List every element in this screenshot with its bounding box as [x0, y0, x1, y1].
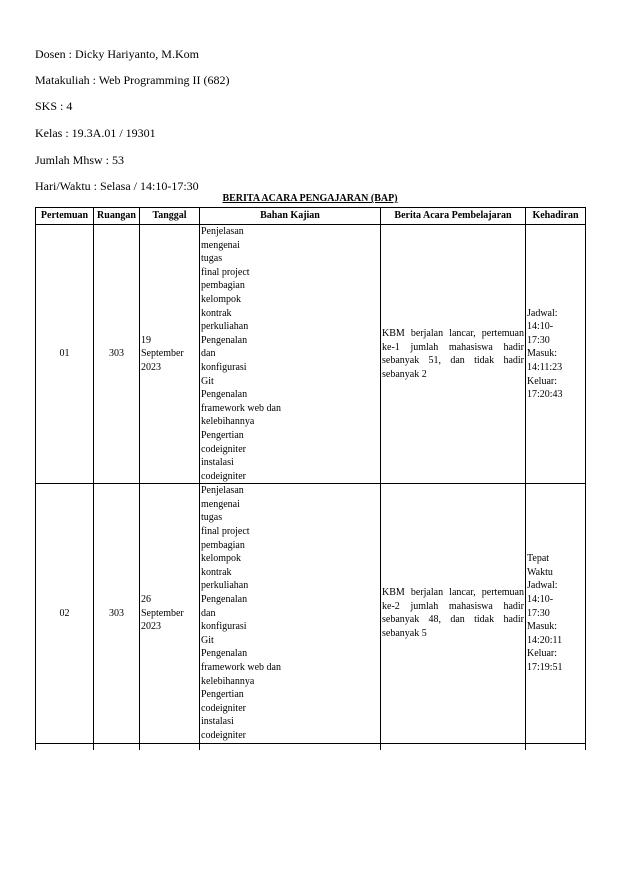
ruangan-cell: 303: [94, 484, 140, 743]
bahan-line: Penjelasan: [201, 485, 244, 497]
bahan-line: tugas: [201, 253, 223, 265]
tanggal-line: 2023: [141, 621, 161, 633]
kehadiran-line: 17:30: [527, 607, 550, 619]
sks-line: SKS : 4: [35, 99, 73, 113]
bahan-line: dan: [201, 607, 216, 619]
col-header-berita-acara: Berita Acara Pembelajaran: [381, 208, 526, 225]
bahan-line: framework web dan: [201, 402, 281, 414]
bahan-line: Penjelasan: [201, 226, 244, 237]
bahan-line: perkuliahan: [201, 321, 249, 333]
empty-cell: [381, 743, 526, 750]
pertemuan-cell: 02: [36, 484, 94, 743]
col-header-kehadiran: Kehadiran: [526, 208, 586, 225]
bahan-line: kelebihannya: [201, 416, 255, 428]
bap-table: [35, 207, 586, 750]
kelas-line: Kelas : 19.3A.01 / 19301: [35, 126, 156, 140]
kehadiran-line: Masuk:: [527, 348, 557, 360]
bahan-line: final project: [201, 266, 250, 278]
berita-acara-cell: KBM berjalan lancar, pertemuan ke-2 jumlah mahasiswa hadir sebanyak 48, dan tidak hadir sebanyak 5: [381, 484, 526, 743]
tanggal-line: 2023: [141, 361, 161, 373]
document-title: BERITA ACARA PENGAJARAN (BAP): [222, 193, 398, 204]
bahan-line: Pengertian: [201, 689, 244, 701]
pertemuan-cell: 01: [36, 225, 94, 484]
bahan-line: mengenai: [201, 498, 240, 510]
bahan-line: framework web dan: [201, 662, 281, 673]
kehadiran-line: Masuk:: [527, 621, 557, 633]
col-header-pertemuan: Pertemuan: [36, 208, 94, 225]
bahan-line: Pengertian: [201, 429, 244, 441]
kehadiran-cell: [526, 484, 586, 743]
jumlah-mahasiswa-line: Jumlah Mhsw : 53: [35, 153, 125, 167]
tanggal-cell: [140, 484, 200, 743]
bahan-kajian-cell: [200, 225, 381, 484]
kehadiran-line: 14:11:23: [527, 361, 563, 373]
tanggal-line: 26: [141, 594, 151, 606]
bahan-line: pembagian: [201, 539, 245, 551]
bahan-line: Git: [201, 634, 214, 646]
dosen-line: Dosen : Dicky Hariyanto, M.Kom: [35, 47, 199, 61]
tanggal-cell: [140, 225, 200, 484]
bahan-line: Pengenalan: [201, 334, 248, 346]
ruangan-cell: 303: [94, 225, 140, 484]
bahan-line: instalasi: [201, 716, 234, 728]
bahan-line: mengenai: [201, 239, 240, 251]
bahan-line: kontrak: [201, 566, 232, 578]
kehadiran-line: Waktu: [527, 566, 553, 578]
kehadiran-line: Jadwal:: [527, 307, 558, 319]
bahan-kajian-cell: [200, 484, 381, 743]
bahan-line: kelompok: [201, 553, 241, 565]
bahan-line: tugas: [201, 512, 223, 524]
bahan-line: Pengenalan: [201, 648, 248, 660]
berita-acara-cell: KBM berjalan lancar, pertemuan ke-1 jumlah mahasiswa hadir sebanyak 51, dan tidak hadir sebanyak 2: [381, 225, 526, 484]
empty-cell: [200, 743, 381, 750]
empty-cell: [140, 743, 200, 750]
col-header-ruangan: Ruangan: [94, 208, 140, 225]
bahan-line: kelebihannya: [201, 675, 255, 687]
kehadiran-line: Keluar:: [527, 375, 557, 387]
bahan-line: codeigniter: [201, 729, 246, 741]
kehadiran-line: 17:19:51: [527, 662, 563, 673]
empty-cell: [94, 743, 140, 750]
empty-cell: [526, 743, 586, 750]
empty-cell: [36, 743, 94, 750]
kehadiran-line: Jadwal:: [527, 580, 558, 592]
bahan-line: Git: [201, 375, 214, 387]
tanggal-line: September: [141, 607, 184, 619]
bahan-line: codeigniter: [201, 443, 246, 455]
kehadiran-line: Tepat: [527, 553, 550, 565]
table-header-row: [36, 208, 586, 225]
col-header-bahan-kajian: Bahan Kajian: [200, 208, 381, 225]
bahan-line: konfigurasi: [201, 361, 247, 373]
kehadiran-line: Keluar:: [527, 648, 557, 660]
table-row: [36, 484, 586, 743]
bahan-line: kelompok: [201, 293, 241, 305]
bahan-line: pembagian: [201, 280, 245, 292]
bahan-line: kontrak: [201, 307, 232, 319]
bahan-line: Pengenalan: [201, 594, 248, 606]
col-header-tanggal: Tanggal: [140, 208, 200, 225]
tanggal-line: September: [141, 348, 184, 360]
bahan-line: perkuliahan: [201, 580, 249, 592]
kehadiran-cell: [526, 225, 586, 484]
bahan-line: instalasi: [201, 457, 234, 469]
kehadiran-line: 17:30: [527, 334, 550, 346]
kehadiran-line: 17:20:43: [527, 389, 563, 401]
tanggal-line: 19: [141, 334, 151, 346]
bahan-line: codeigniter: [201, 702, 246, 714]
bahan-line: Pengenalan: [201, 389, 248, 401]
matakuliah-line: Matakuliah : Web Programming II (682): [35, 73, 230, 87]
bahan-line: dan: [201, 348, 216, 360]
kehadiran-line: 14:20:11: [527, 634, 563, 646]
kehadiran-line: 14:10-: [527, 594, 554, 606]
bahan-line: codeigniter: [201, 470, 246, 482]
hari-waktu-line: Hari/Waktu : Selasa / 14:10-17:30: [35, 179, 199, 193]
table-row-continuation: [36, 743, 586, 750]
bahan-line: final project: [201, 526, 250, 538]
table-row: [36, 225, 586, 484]
bahan-line: konfigurasi: [201, 621, 247, 633]
kehadiran-line: 14:10-: [527, 321, 554, 333]
